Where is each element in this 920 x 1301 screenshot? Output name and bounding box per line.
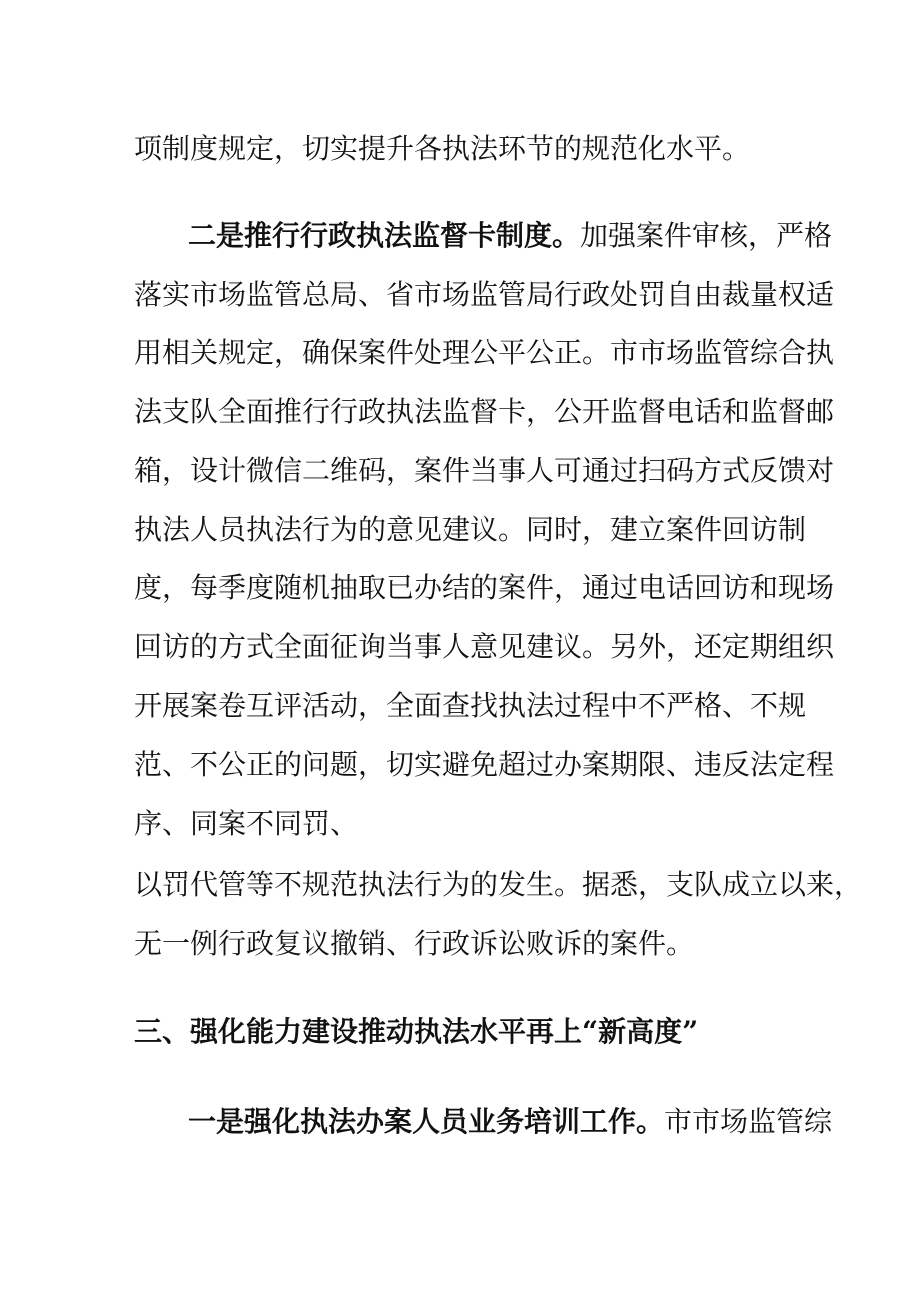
section-heading: 三、强化能力建设推动执法水平再上“新高度” — [134, 1015, 699, 1048]
text-line: 以罚代管等不规范执法行为的发生。据悉，支队成立以来， — [134, 868, 863, 901]
text-line: 回访的方式全面征询当事人意见建议。另外，还定期组织 — [134, 630, 835, 663]
text-line: 序、同案不同罚、 — [134, 807, 359, 840]
paragraph-text: 市市场监管综 — [664, 1105, 833, 1138]
text-line: 范、不公正的问题，切实避免超过办案期限、违反法定程 — [134, 748, 835, 781]
text-line: 落实市场监管总局、省市场监管局行政处罚自由裁量权适 — [134, 278, 835, 311]
text-line: 法支队全面推行行政执法监督卡，公开监督电话和监督邮 — [134, 395, 835, 428]
text-line: 开展案卷互评活动，全面查找执法过程中不严格、不规 — [134, 689, 807, 722]
text-line: 无一例行政复议撤销、行政诉讼败诉的案件。 — [134, 927, 695, 960]
paragraph-lead: 一是强化执法办案人员业务培训工作。 — [188, 1105, 665, 1138]
text-line: 执法人员执法行为的意见建议。同时，建立案件回访制 — [134, 513, 807, 546]
text-line: 度，每季度随机抽取已办结的案件，通过电话回访和现场 — [134, 571, 835, 604]
paragraph-text: 加强案件审核，严格 — [580, 219, 833, 252]
paragraph-lead: 二是推行行政执法监督卡制度。 — [188, 219, 581, 252]
text-line: 箱，设计微信二维码，案件当事人可通过扫码方式反馈对 — [134, 454, 835, 487]
paragraph-first-line — [188, 218, 832, 254]
text-line: 用相关规定，确保案件处理公平公正。市市场监管综合执 — [134, 336, 835, 369]
text-line: 项制度规定，切实提升各执法环节的规范化水平。 — [134, 132, 751, 165]
paragraph-first-line — [188, 1104, 832, 1140]
